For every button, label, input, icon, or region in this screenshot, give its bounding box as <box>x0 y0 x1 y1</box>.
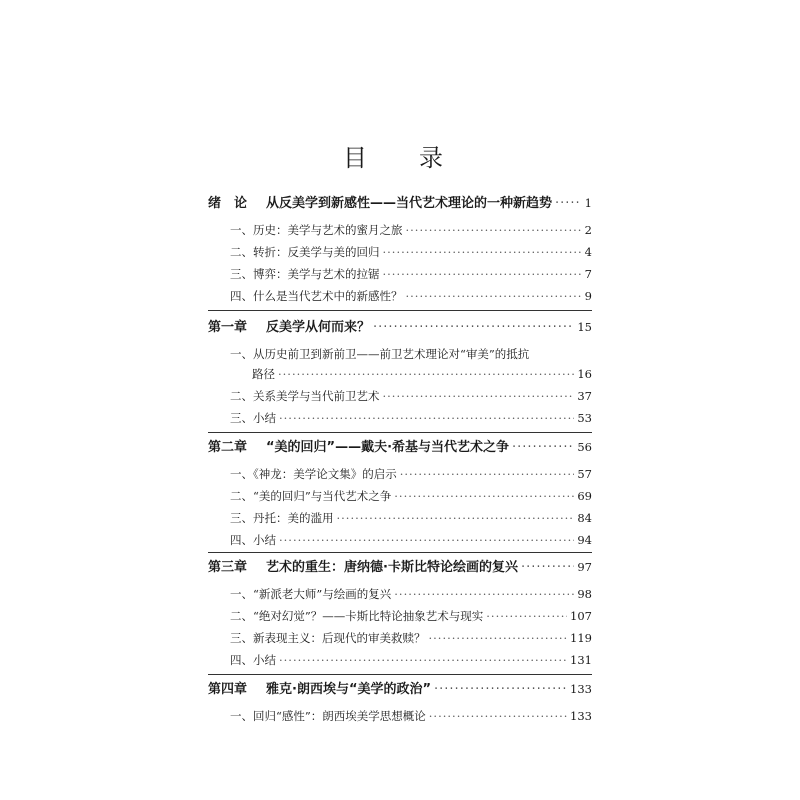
section-title: 一、回归“感性”：朗西埃美学思想概论 <box>230 709 426 723</box>
leader-dots <box>373 320 574 335</box>
leader-dots <box>383 267 582 281</box>
section-title: 三、小结 <box>230 411 276 425</box>
section-title: 二、转折：反美学与美的回归 <box>230 245 380 259</box>
toc-section[interactable] <box>208 586 592 608</box>
leader-dots <box>279 653 567 667</box>
divider <box>208 552 592 553</box>
chapter-number: 第四章 <box>208 682 248 697</box>
chapter-title: 反美学从何而来？ <box>266 320 371 335</box>
leader-dots <box>394 489 574 503</box>
toc-section-continued[interactable] <box>208 366 592 388</box>
chapter-number: 绪 论 <box>208 196 248 211</box>
section-title: 一、“新派老大师”与绘画的复兴 <box>230 587 392 601</box>
leader-dots <box>555 196 582 211</box>
toc-section[interactable] <box>208 510 592 532</box>
toc-section[interactable] <box>208 608 592 630</box>
section-title: 一、从历史前卫到新前卫——前卫艺术理论对“审美”的抵抗 <box>230 347 530 361</box>
toc-section[interactable] <box>208 222 592 244</box>
toc-section[interactable] <box>208 288 592 310</box>
toc-chapter-2[interactable] <box>208 436 592 458</box>
leader-dots <box>337 511 575 525</box>
leader-dots <box>406 289 582 303</box>
section-title: 三、丹托：美的滥用 <box>230 511 334 525</box>
chapter-number: 第一章 <box>208 320 248 335</box>
leader-dots <box>512 440 574 455</box>
page-number: 107 <box>570 609 592 623</box>
leader-dots <box>383 245 582 259</box>
leader-dots <box>400 467 575 481</box>
chapter-title: “美的回归”——戴夫·希基与当代艺术之争 <box>266 440 510 455</box>
section-title: 四、小结 <box>230 653 276 667</box>
leader-dots <box>521 560 574 575</box>
divider <box>208 432 592 433</box>
page-number: 84 <box>577 511 592 525</box>
toc-section[interactable] <box>208 266 592 288</box>
page-number: 16 <box>577 367 592 381</box>
leader-dots <box>279 411 574 425</box>
page-number: 2 <box>584 223 592 237</box>
divider <box>208 310 592 311</box>
page-number: 9 <box>584 289 592 303</box>
leader-dots <box>434 682 567 697</box>
chapter-number: 第三章 <box>208 560 248 575</box>
leader-dots <box>279 533 574 547</box>
section-title: 二、关系美学与当代前卫艺术 <box>230 389 380 403</box>
toc-section[interactable] <box>208 244 592 266</box>
divider <box>208 674 592 675</box>
section-title: 一、《神龙：美学论文集》的启示 <box>230 467 397 481</box>
toc-chapter-4[interactable] <box>208 678 592 700</box>
page-title: 目 录 <box>343 144 457 172</box>
page-number: 94 <box>577 533 592 547</box>
page-number: 97 <box>577 560 592 574</box>
page-number: 133 <box>570 709 592 723</box>
leader-dots <box>406 223 582 237</box>
toc-section[interactable] <box>208 532 592 554</box>
chapter-title: 从反美学到新感性——当代艺术理论的一种新趋势 <box>266 196 553 211</box>
toc-section[interactable] <box>208 652 592 674</box>
toc-section[interactable] <box>208 410 592 432</box>
toc-section[interactable] <box>208 488 592 510</box>
toc-section[interactable] <box>208 466 592 488</box>
section-title: 二、“美的回归”与当代艺术之争 <box>230 489 392 503</box>
leader-dots <box>486 609 567 623</box>
toc-section[interactable] <box>208 708 592 730</box>
toc-section[interactable] <box>208 630 592 652</box>
page-number: 37 <box>577 389 592 403</box>
toc-chapter-3[interactable] <box>208 556 592 578</box>
page-number: 53 <box>577 411 592 425</box>
page-number: 7 <box>584 267 592 281</box>
page-number: 15 <box>577 320 592 334</box>
chapter-title: 艺术的重生：唐纳德·卡斯比特论绘画的复兴 <box>266 560 518 575</box>
page-number: 4 <box>584 245 592 259</box>
section-title: 三、博弈：美学与艺术的拉锯 <box>230 267 380 281</box>
toc-section[interactable] <box>208 346 592 368</box>
section-title: 三、新表现主义：后现代的审美救赎？ <box>230 631 426 645</box>
section-title: 二、“绝对幻觉”？——卡斯比特论抽象艺术与现实 <box>230 609 484 623</box>
page-number: 131 <box>570 653 592 667</box>
section-title: 四、小结 <box>230 533 276 547</box>
page-number: 69 <box>577 489 592 503</box>
toc-chapter-1[interactable] <box>208 316 592 338</box>
chapter-number: 第二章 <box>208 440 248 455</box>
page-number: 133 <box>570 682 592 696</box>
chapter-title: 雅克·朗西埃与“美学的政治” <box>266 682 432 697</box>
toc-section[interactable] <box>208 388 592 410</box>
leader-dots <box>278 367 574 381</box>
leader-dots <box>394 587 574 601</box>
section-title: 一、历史：美学与艺术的蜜月之旅 <box>230 223 403 237</box>
leader-dots <box>383 389 575 403</box>
page-number: 57 <box>577 467 592 481</box>
page-number: 56 <box>577 440 592 454</box>
section-title: 路径 <box>252 367 275 381</box>
page-number: 119 <box>570 631 592 645</box>
leader-dots <box>429 631 568 645</box>
section-title: 四、什么是当代艺术中的新感性？ <box>230 289 403 303</box>
toc-chapter-intro[interactable] <box>208 192 592 214</box>
page-number: 98 <box>577 587 592 601</box>
page-number: 1 <box>584 196 592 210</box>
leader-dots <box>429 709 567 723</box>
